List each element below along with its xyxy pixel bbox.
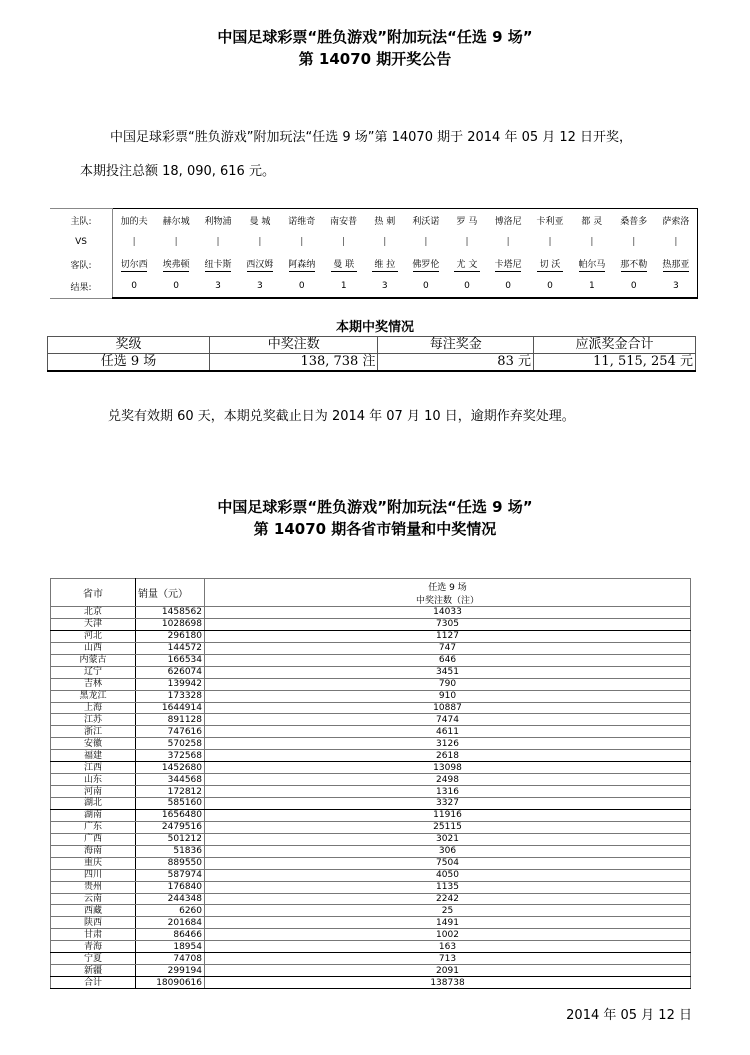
province-sales: 891128	[136, 714, 205, 726]
province-row	[51, 607, 691, 619]
province-wins: 4050	[205, 869, 691, 881]
province-row	[51, 941, 691, 953]
province-row	[51, 750, 691, 762]
province-sales: 747616	[136, 726, 205, 738]
match-away-team	[323, 253, 365, 275]
province-sales: 1644914	[136, 702, 205, 714]
match-vs-mark: |	[655, 231, 698, 253]
province-sales: 86466	[136, 929, 205, 941]
province-wins: 7474	[205, 714, 691, 726]
province-wins: 14033	[205, 607, 691, 619]
match-home-team: 曼 城	[239, 209, 281, 232]
match-result: 0	[487, 275, 529, 298]
match-vs-mark: |	[632, 237, 636, 247]
province-sales: 2479516	[136, 821, 205, 833]
province-wins: 790	[205, 678, 691, 690]
province-row	[51, 678, 691, 690]
province-sales: 344568	[136, 774, 205, 786]
intro-line-2: 本期投注总额 18, 090, 616 元。	[80, 164, 275, 179]
away-team-name: 纽卡斯	[204, 259, 232, 270]
province-name: 海南	[51, 845, 136, 857]
province-sales: 587974	[136, 869, 205, 881]
province-wins: 7504	[205, 857, 691, 869]
match-result: 0	[405, 275, 447, 298]
sales-subtitle: 第 14070 期各省市销量和中奖情况	[253, 520, 497, 538]
province-sales: 1452680	[136, 762, 205, 774]
province-name: 江苏	[51, 714, 136, 726]
match-vs-mark: |	[132, 237, 136, 247]
province-sales: 501212	[136, 833, 205, 845]
province-name: 辽宁	[51, 666, 136, 678]
province-sales: 201684	[136, 917, 205, 929]
province-name: 江西	[51, 762, 136, 774]
province-name: 内蒙古	[51, 654, 136, 666]
match-vs-mark: |	[465, 237, 469, 247]
divider-line	[621, 271, 647, 272]
province-table	[50, 578, 691, 989]
match-result: 0	[447, 275, 487, 298]
province-row	[51, 845, 691, 857]
province-sales: 1458562	[136, 607, 205, 619]
province-name: 河北	[51, 630, 136, 642]
match-vs-mark: |	[590, 237, 594, 247]
match-away-team	[571, 253, 613, 275]
province-name: 河南	[51, 786, 136, 798]
province-wins: 1002	[205, 929, 691, 941]
away-team-name: 热那亚	[662, 259, 690, 270]
match-vs-mark: |	[424, 237, 428, 247]
province-wins: 713	[205, 953, 691, 965]
match-away-team	[281, 253, 323, 275]
province-row	[51, 630, 691, 642]
match-result: 1	[323, 275, 365, 298]
province-row	[51, 977, 691, 989]
divider-line	[331, 271, 357, 272]
province-sales: 1656480	[136, 809, 205, 821]
province-name: 重庆	[51, 857, 136, 869]
province-name: 新疆	[51, 965, 136, 977]
match-home-team: 热 刺	[365, 209, 405, 232]
wins-header-line-2: 中奖注数（注）	[415, 595, 479, 606]
province-row	[51, 881, 691, 893]
match-away-team	[529, 253, 571, 275]
province-row	[51, 833, 691, 845]
province-name: 上海	[51, 702, 136, 714]
match-away-team	[197, 253, 239, 275]
match-result: 0	[529, 275, 571, 298]
province-name: 浙江	[51, 726, 136, 738]
match-home-team: 诺维奇	[281, 209, 323, 232]
province-row	[51, 654, 691, 666]
match-vs-mark: |	[506, 237, 510, 247]
province-row	[51, 714, 691, 726]
match-away-team	[613, 253, 655, 275]
prize-header-per: 每注奖金	[378, 337, 534, 354]
province-wins: 25115	[205, 821, 691, 833]
divider-line	[247, 271, 273, 272]
match-home-team: 利沃诺	[405, 209, 447, 232]
province-name: 广东	[51, 821, 136, 833]
province-header: 省市	[51, 579, 136, 607]
divider-line	[663, 271, 689, 272]
match-vs-mark: |	[383, 237, 387, 247]
province-sales: 299194	[136, 965, 205, 977]
province-wins: 910	[205, 690, 691, 702]
claim-notice: 兑奖有效期 60 天，本期兑奖截止日为 2014 年 07 月 10 日，逾期作弃奖处理。	[108, 409, 575, 424]
province-row	[51, 917, 691, 929]
away-team-name: 维 拉	[374, 259, 396, 270]
province-sales: 51836	[136, 845, 205, 857]
province-wins: 1316	[205, 786, 691, 798]
province-row	[51, 929, 691, 941]
divider-line	[121, 271, 147, 272]
province-row	[51, 738, 691, 750]
province-name: 甘肃	[51, 929, 136, 941]
province-wins: 3327	[205, 798, 691, 810]
away-team-name: 埃弗顿	[162, 259, 190, 270]
match-row-home	[50, 209, 698, 232]
away-team-name: 尤 文	[456, 259, 478, 270]
divider-line	[163, 271, 189, 272]
match-home-team: 博洛尼	[487, 209, 529, 232]
province-wins: 163	[205, 941, 691, 953]
province-name: 福建	[51, 750, 136, 762]
away-team-name: 佛罗伦	[412, 259, 440, 270]
province-wins: 11916	[205, 809, 691, 821]
province-wins: 1127	[205, 630, 691, 642]
province-sales: 74708	[136, 953, 205, 965]
match-result: 0	[613, 275, 655, 298]
match-home-team: 赫尔城	[155, 209, 197, 232]
away-team-name: 切 沃	[539, 259, 561, 270]
match-result: 0	[155, 275, 197, 298]
match-result: 0	[113, 275, 156, 298]
province-name: 吉林	[51, 678, 136, 690]
province-name: 合计	[51, 977, 136, 989]
province-name: 西藏	[51, 905, 136, 917]
province-row	[51, 786, 691, 798]
province-name: 宁夏	[51, 953, 136, 965]
province-sales: 173328	[136, 690, 205, 702]
province-wins: 3451	[205, 666, 691, 678]
divider-line	[289, 271, 315, 272]
match-vs-mark: |	[300, 237, 304, 247]
intro-line-1: 中国足球彩票“胜负游戏”附加玩法“任选 9 场”第 14070 期于 2014 年 05 月 12 日开奖，	[110, 130, 633, 145]
province-sales: 372568	[136, 750, 205, 762]
match-result: 3	[197, 275, 239, 298]
province-name: 山西	[51, 642, 136, 654]
province-name: 广西	[51, 833, 136, 845]
match-home-team: 加的夫	[113, 209, 156, 232]
province-row	[51, 965, 691, 977]
sales-title: 中国足球彩票“胜负游戏”附加玩法“任选 9 场”	[217, 498, 533, 516]
province-wins: 1135	[205, 881, 691, 893]
match-vs-mark: |	[258, 237, 262, 247]
prize-header-level: 奖级	[48, 337, 210, 354]
match-away-team	[365, 253, 405, 275]
divider-line	[537, 271, 563, 272]
divider-line	[579, 271, 605, 272]
away-team-name: 曼 联	[333, 259, 355, 270]
province-wins: 306	[205, 845, 691, 857]
match-home-team: 南安普	[323, 209, 365, 232]
match-home-team: 利物浦	[197, 209, 239, 232]
province-name: 湖南	[51, 809, 136, 821]
divider-line	[454, 271, 480, 272]
match-home-team: 都 灵	[571, 209, 613, 232]
province-wins: 7305	[205, 618, 691, 630]
match-table	[50, 208, 698, 299]
prize-header-row	[48, 337, 696, 354]
match-row-away	[50, 253, 698, 275]
province-wins: 3021	[205, 833, 691, 845]
province-wins: 3126	[205, 738, 691, 750]
prize-header-total: 应派奖金合计	[533, 337, 695, 354]
province-wins: 2498	[205, 774, 691, 786]
province-row	[51, 857, 691, 869]
province-sales: 570258	[136, 738, 205, 750]
province-row	[51, 905, 691, 917]
match-vs-mark: |	[342, 237, 346, 247]
province-header-row	[51, 579, 691, 607]
match-row-vs	[50, 231, 698, 253]
match-vs-mark: |	[216, 237, 220, 247]
province-wins: 4611	[205, 726, 691, 738]
province-sales: 172812	[136, 786, 205, 798]
match-home-team: 萨索洛	[655, 209, 698, 232]
wins-header-line-1: 任选 9 场	[428, 582, 467, 593]
away-team-name: 西汉姆	[246, 259, 274, 270]
match-away-team	[487, 253, 529, 275]
match-label-away: 客队:	[50, 253, 113, 275]
province-wins: 2242	[205, 893, 691, 905]
match-vs-mark: |	[174, 237, 178, 247]
match-label-vs: VS	[50, 231, 113, 253]
province-sales: 626074	[136, 666, 205, 678]
province-name: 黑龙江	[51, 690, 136, 702]
province-name: 北京	[51, 607, 136, 619]
province-name: 陕西	[51, 917, 136, 929]
province-sales: 139942	[136, 678, 205, 690]
province-sales: 166534	[136, 654, 205, 666]
province-sales: 585160	[136, 798, 205, 810]
province-wins: 13098	[205, 762, 691, 774]
province-name: 四川	[51, 869, 136, 881]
province-row	[51, 821, 691, 833]
match-away-team	[155, 253, 197, 275]
divider-line	[372, 271, 398, 272]
province-name: 青海	[51, 941, 136, 953]
province-name: 山东	[51, 774, 136, 786]
province-sales: 1028698	[136, 618, 205, 630]
match-away-team	[655, 253, 698, 275]
province-name: 湖北	[51, 798, 136, 810]
announcement-title: 中国足球彩票“胜负游戏”附加玩法“任选 9 场”	[217, 28, 533, 46]
province-sales: 18954	[136, 941, 205, 953]
divider-line	[413, 271, 439, 272]
match-home-team: 卡利亚	[529, 209, 571, 232]
province-sales: 176840	[136, 881, 205, 893]
prize-header-count: 中奖注数	[210, 337, 378, 354]
province-name: 安徽	[51, 738, 136, 750]
province-row	[51, 809, 691, 821]
province-wins: 646	[205, 654, 691, 666]
province-row	[51, 774, 691, 786]
away-team-name: 帕尔马	[578, 259, 606, 270]
match-label-result: 结果:	[50, 275, 113, 298]
province-row	[51, 762, 691, 774]
match-away-team	[447, 253, 487, 275]
province-row	[51, 893, 691, 905]
announcement-subtitle: 第 14070 期开奖公告	[298, 50, 452, 68]
match-away-team	[405, 253, 447, 275]
match-result: 3	[655, 275, 698, 298]
prize-section-title: 本期中奖情况	[335, 320, 414, 335]
wins-header	[205, 579, 691, 607]
province-row	[51, 666, 691, 678]
province-row	[51, 953, 691, 965]
footer-date: 2014 年 05 月 12 日	[566, 1008, 692, 1023]
match-result: 1	[571, 275, 613, 298]
away-team-name: 切尔西	[120, 259, 148, 270]
province-row	[51, 702, 691, 714]
province-wins: 2091	[205, 965, 691, 977]
province-name: 天津	[51, 618, 136, 630]
province-wins: 25	[205, 905, 691, 917]
province-row	[51, 690, 691, 702]
prize-level: 任选 9 场	[48, 354, 210, 372]
province-row	[51, 869, 691, 881]
province-row	[51, 618, 691, 630]
province-wins: 1491	[205, 917, 691, 929]
divider-line	[495, 271, 521, 272]
province-row	[51, 798, 691, 810]
province-sales: 244348	[136, 893, 205, 905]
prize-count: 138, 738 注	[210, 354, 378, 372]
province-wins: 138738	[205, 977, 691, 989]
divider-line	[205, 271, 231, 272]
prize-table	[47, 336, 696, 372]
match-away-team	[113, 253, 156, 275]
match-row-result	[50, 275, 698, 298]
match-result: 3	[365, 275, 405, 298]
sales-header: 销量（元）	[136, 579, 205, 607]
province-wins: 10887	[205, 702, 691, 714]
province-sales: 889550	[136, 857, 205, 869]
prize-total: 11, 515, 254 元	[533, 354, 695, 372]
match-home-team: 罗 马	[447, 209, 487, 232]
match-label-home: 主队:	[50, 209, 113, 232]
province-sales: 296180	[136, 630, 205, 642]
province-row	[51, 726, 691, 738]
province-name: 贵州	[51, 881, 136, 893]
province-row	[51, 642, 691, 654]
prize-row	[48, 354, 696, 372]
away-team-name: 阿森纳	[288, 259, 316, 270]
province-wins: 2618	[205, 750, 691, 762]
match-vs-mark: |	[548, 237, 552, 247]
province-sales: 18090616	[136, 977, 205, 989]
away-team-name: 卡塔尼	[494, 259, 522, 270]
province-sales: 144572	[136, 642, 205, 654]
province-wins: 747	[205, 642, 691, 654]
match-away-team	[239, 253, 281, 275]
away-team-name: 那不勒	[620, 259, 648, 270]
province-name: 云南	[51, 893, 136, 905]
match-result: 0	[281, 275, 323, 298]
prize-per: 83 元	[378, 354, 534, 372]
province-sales: 6260	[136, 905, 205, 917]
match-result: 3	[239, 275, 281, 298]
match-home-team: 桑普多	[613, 209, 655, 232]
